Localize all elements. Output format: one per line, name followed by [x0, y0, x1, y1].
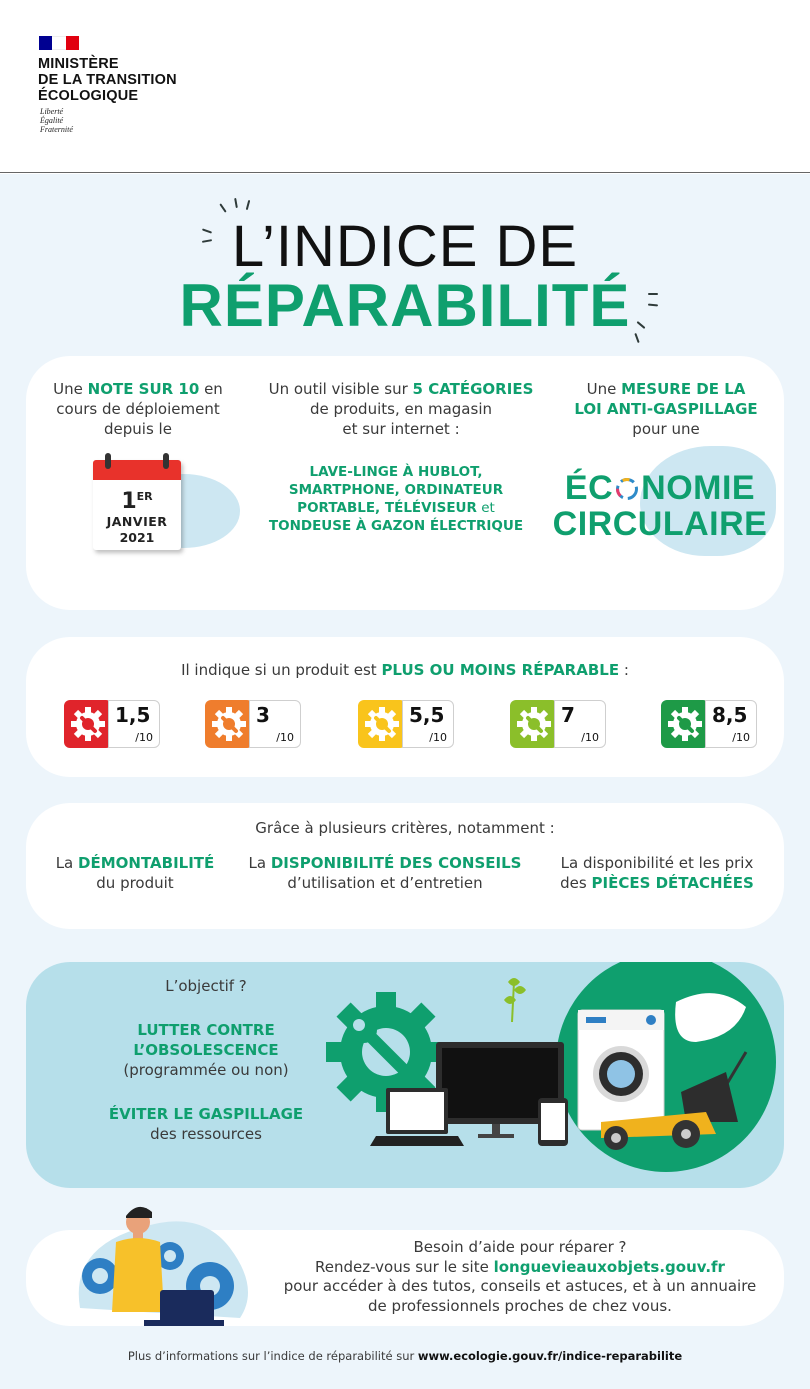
criterion-advice: La DISPONIBILITÉ DES CONSEILS d’utilisation et d’entretien	[248, 854, 522, 892]
help-text: Besoin d’aide pour réparer ? Rendez-vous sur le site longuevieauxobjets.gouv.fr pour accéder à des tutos, conseils et astuces, et à un annuaire de professionnels proches de chez vous.	[283, 1238, 757, 1315]
categories-text: Un outil visible sur 5 CATÉGORIES de produits, en magasin et sur internet :	[268, 380, 534, 438]
gear-wrench-icon	[69, 705, 107, 743]
score-color-square	[64, 700, 112, 748]
goal-waste: ÉVITER LE GASPILLAGE des ressources	[108, 1105, 304, 1143]
score-value: 3	[256, 703, 270, 727]
goal-obsolescence: LUTTER CONTRE L’OBSOLESCENCE (programmée ou non)	[123, 1021, 289, 1079]
score-value-box	[402, 700, 454, 748]
score-denominator: /10	[135, 731, 153, 744]
flag-red	[66, 36, 79, 50]
page-title-line1: L’INDICE DE	[231, 214, 579, 279]
calendar-year: 2021	[119, 530, 155, 545]
objective-question: L’objectif ?	[165, 977, 247, 995]
criteria-intro: Grâce à plusieurs critères, notamment :	[255, 819, 555, 837]
objective-card	[26, 962, 784, 1188]
calendar-ring	[105, 453, 111, 469]
criterion-dismantling: La DÉMONTABILITÉ du produit	[55, 854, 215, 892]
score-denominator: /10	[732, 731, 750, 744]
gear-wrench-icon	[515, 705, 553, 743]
ministry-line: ÉCOLOGIQUE	[38, 88, 139, 104]
calendar-icon	[93, 460, 181, 550]
gear-wrench-icon	[666, 705, 704, 743]
calendar-day: 1ER	[121, 489, 153, 514]
score-badge	[205, 700, 301, 748]
law-text: Une MESURE DE LA LOI ANTI-GASPILLAGE pour une	[574, 380, 758, 438]
score-color-square	[661, 700, 709, 748]
footer-link[interactable]: www.ecologie.gouv.fr/indice-reparabilite	[417, 1349, 683, 1363]
circular-economy-label: ÉC NOMIE CIRCULAIRE	[552, 469, 768, 543]
motto-line: Égalité	[40, 116, 64, 125]
score-badge	[358, 700, 454, 748]
score-value-box	[108, 700, 160, 748]
ministry-line: DE LA TRANSITION	[38, 72, 177, 88]
flag-white	[52, 36, 65, 50]
gear-wrench-icon	[210, 705, 248, 743]
score-value: 1,5	[115, 703, 151, 727]
calendar-month: JANVIER	[106, 514, 168, 529]
page-title-line2: RÉPARABILITÉ	[179, 272, 631, 339]
calendar-ring	[163, 453, 169, 469]
flag-blue	[39, 36, 52, 50]
score-value-box	[554, 700, 606, 748]
score-denominator: /10	[581, 731, 599, 744]
republic-motto	[40, 107, 73, 134]
scale-intro: Il indique si un produit est PLUS OU MOINS RÉPARABLE :	[181, 661, 629, 679]
gear-wrench-icon	[363, 705, 401, 743]
ministry-line: MINISTÈRE	[38, 56, 119, 72]
score-denominator: /10	[429, 731, 447, 744]
score-value: 7	[561, 703, 575, 727]
score-badge	[64, 700, 160, 748]
ministry-name	[38, 56, 177, 104]
score-color-square	[358, 700, 406, 748]
recycle-icon	[614, 473, 640, 499]
motto-line: Fraternité	[40, 125, 73, 134]
score-denominator: /10	[276, 731, 294, 744]
score-value: 8,5	[712, 703, 748, 727]
score-color-square	[205, 700, 253, 748]
person-repair-illustration	[60, 1198, 250, 1328]
note-text: Une NOTE SUR 10 en cours de déploiement depuis le	[53, 380, 223, 438]
score-value-box	[705, 700, 757, 748]
criterion-spare-parts: La disponibilité et les prix des PIÈCES DÉTACHÉES	[560, 854, 754, 892]
score-badge	[510, 700, 606, 748]
score-value: 5,5	[409, 703, 445, 727]
footer-text: Plus d’informations sur l’indice de réparabilité sur www.ecologie.gouv.fr/indice-reparabilite	[127, 1349, 683, 1363]
motto-line: Liberté	[40, 107, 64, 116]
header	[0, 0, 810, 173]
repair-site-link[interactable]: longuevieauxobjets.gouv.fr	[493, 1257, 725, 1276]
flag-logo	[39, 36, 79, 50]
categories-list: LAVE-LINGE À HUBLOT, SMARTPHONE, ORDINATEUR PORTABLE, TÉLÉVISEUR et TONDEUSE À GAZON ÉLECTRIQUE	[268, 464, 524, 534]
score-badge	[661, 700, 757, 748]
score-value-box	[249, 700, 301, 748]
score-color-square	[510, 700, 558, 748]
